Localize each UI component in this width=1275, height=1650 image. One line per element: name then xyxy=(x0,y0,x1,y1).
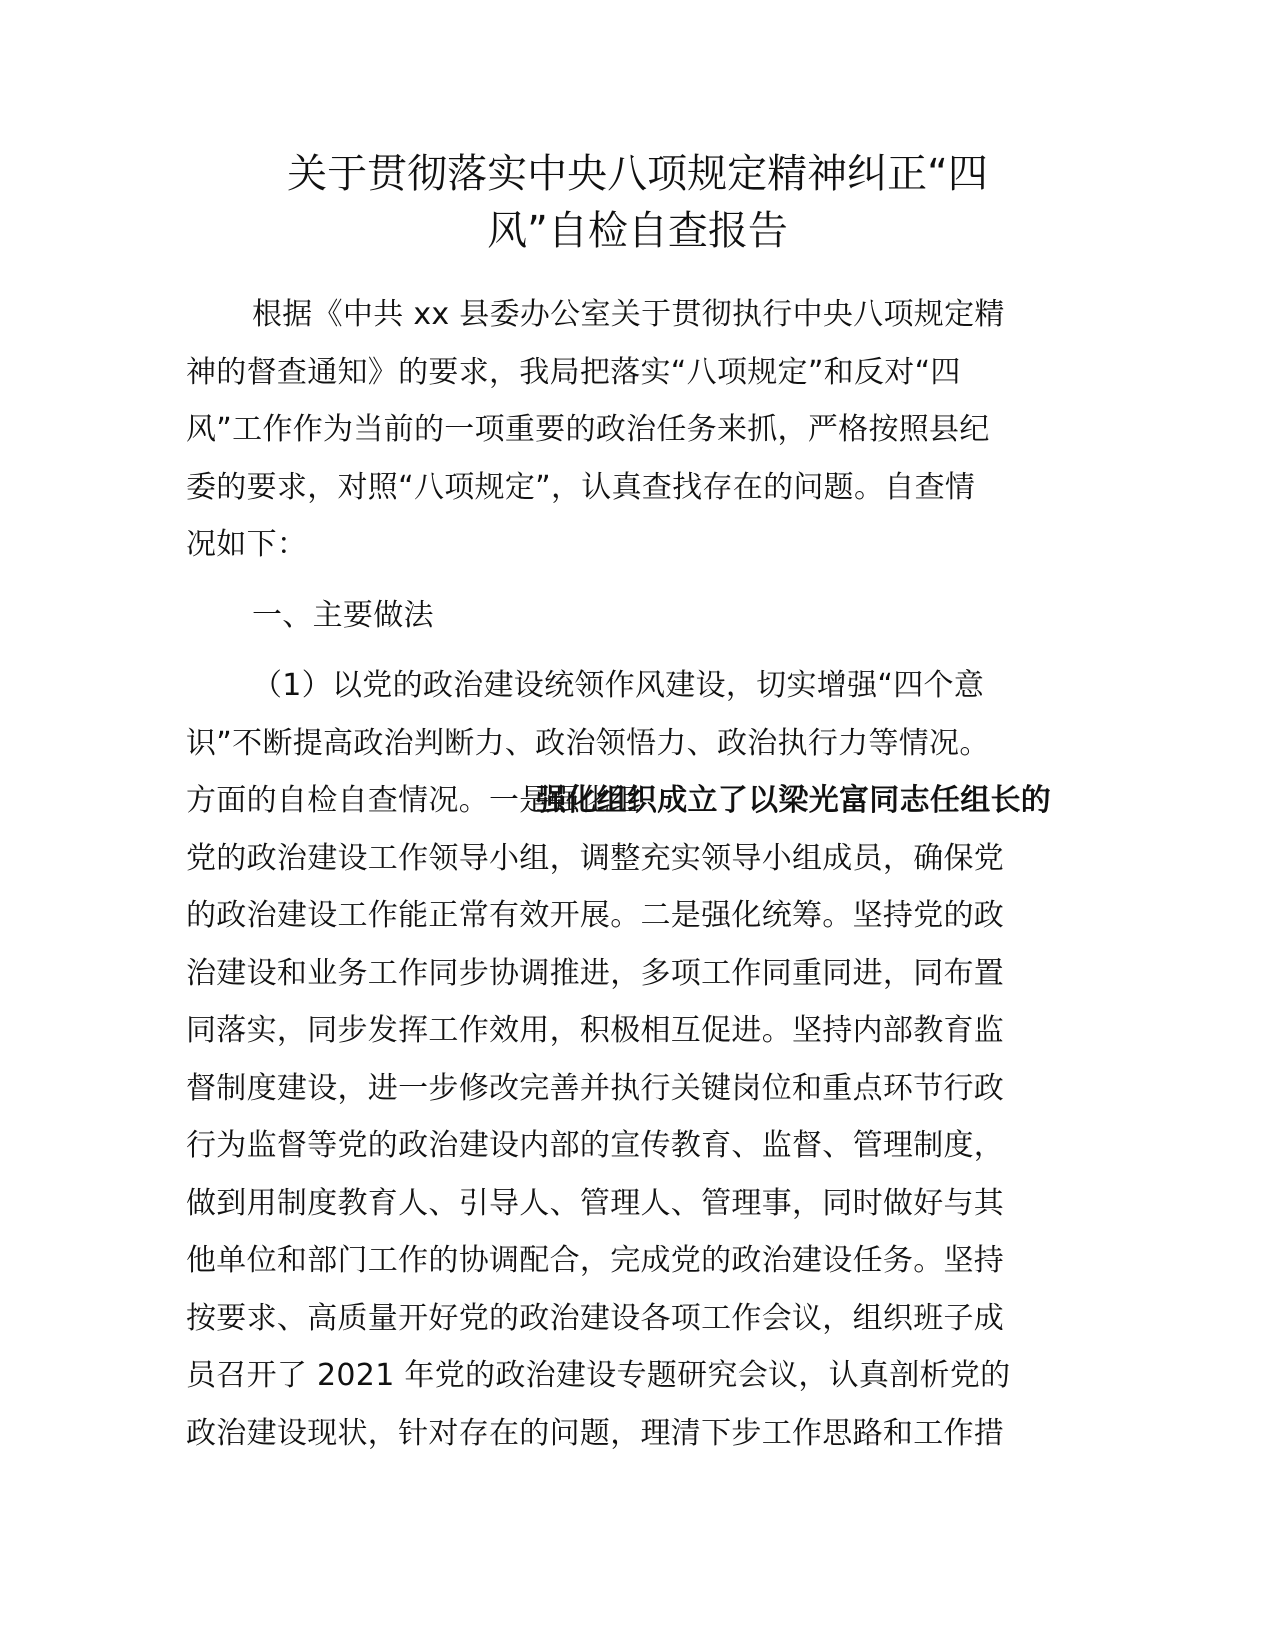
item1-line-7: 同落实，同步发挥工作效用，积极相互促进。坚持内部教育监 xyxy=(186,1013,1005,1048)
title-line-2: 风”自检自查报告 xyxy=(487,208,788,254)
item1-line-14: 政治建设现状，针对存在的问题，理清下步工作思路和工作措 xyxy=(186,1415,1005,1451)
item1-line-5: 的政治建设工作能正常有效开展。二是强化统筹。坚持党的政 xyxy=(186,898,1005,933)
section-heading: 一、主要做法 xyxy=(252,597,434,633)
intro-line-1: 根据《中共 xx 县委办公室关于贯彻执行中央八项规定精 xyxy=(252,297,1005,332)
item1-line-9: 行为监督等党的政治建设内部的宣传教育、监督、管理制度， xyxy=(186,1128,1005,1163)
item1-line-11: 他单位和部门工作的协调配合，完成党的政治建设任务。坚持 xyxy=(186,1243,1005,1278)
item1-line-3 xyxy=(186,772,1091,830)
item1-line-10: 做到用制度教育人、引导人、管理人、管理事，同时做好与其 xyxy=(186,1185,1005,1221)
intro-line-3: 风”工作作为当前的一项重要的政治任务来抓，严格按照县纪 xyxy=(186,412,990,447)
item1-line-12: 按要求、高质量开好党的政治建设各项工作会议，组织班子成 xyxy=(186,1300,1005,1336)
item1-line-2: 识”不断提高政治判断力、政治领悟力、政治执行力等情况。 xyxy=(186,725,990,761)
document-body xyxy=(186,286,1091,1462)
item1-line-3-overlap-text: 强化组织成立了以梁光富同志任组长的 xyxy=(536,783,1052,818)
item1-line-8: 督制度建设，进一步修改完善并执行关键岗位和重点环节行政 xyxy=(186,1070,1005,1106)
item1-line-1: （1）以党的政治建设统领作风建设，切实增强“四个意 xyxy=(252,668,985,703)
item1-line-6: 治建设和业务工作同步协调推进，多项工作同重同进，同布置 xyxy=(186,955,1005,991)
intro-line-2: 神的督查通知》的要求，我局把落实“八项规定”和反对“四 xyxy=(186,354,961,390)
item1-line-4: 党的政治建设工作领导小组，调整充实领导小组成员，确保党 xyxy=(186,840,1005,876)
document-title xyxy=(180,146,1095,260)
item1-line-3-text: 方面的自检自查情况。一是强化组 xyxy=(186,783,641,818)
title-line-1: 关于贯彻落实中央八项规定精神纠正“四 xyxy=(287,151,988,197)
intro-line-5: 况如下： xyxy=(186,527,308,562)
intro-line-4: 委的要求，对照“八项规定”，认真查找存在的问题。自查情 xyxy=(186,469,976,505)
item1-line-13: 员召开了 2021 年党的政治建设专题研究会议，认真剖析党的 xyxy=(186,1358,1011,1393)
